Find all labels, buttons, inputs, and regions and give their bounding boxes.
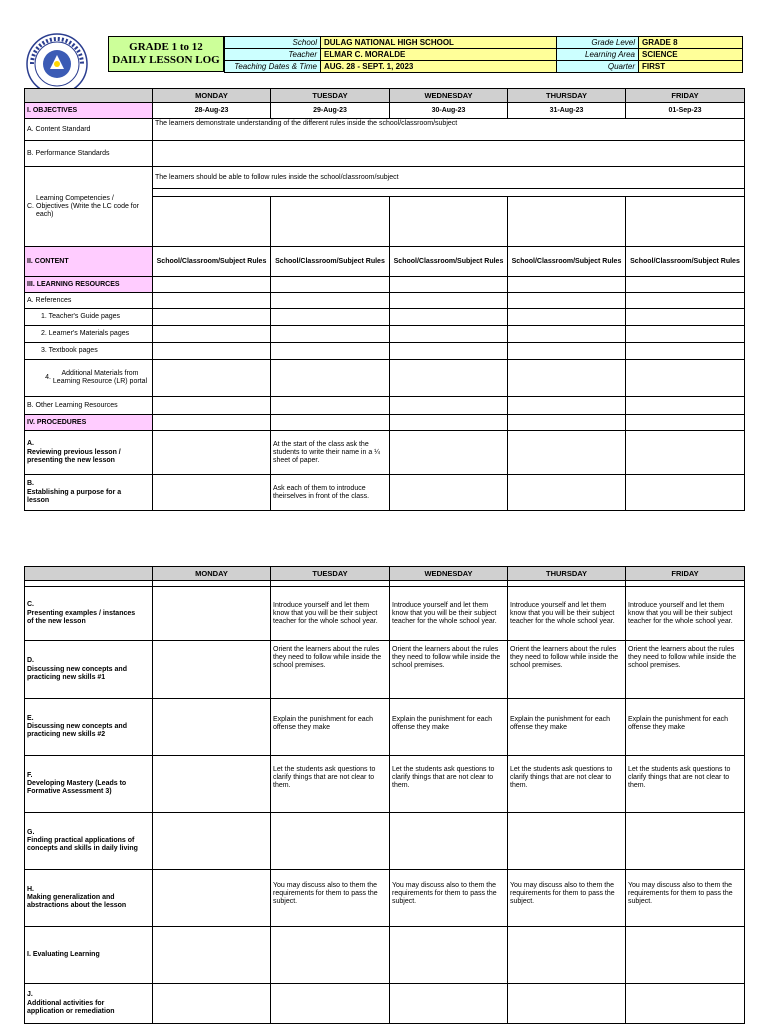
procedure-b-letter: B. [27,480,34,488]
procedure-e-monday [153,699,271,756]
day-monday-2: MONDAY [153,567,271,581]
procedure-f-tuesday: Let the students ask questions to clarify things that are not clear to them. [271,756,390,813]
performance-standards-row [25,141,745,167]
procedure-e-label-cell [25,699,153,756]
procedure-d-row [25,641,745,699]
header-info-table [224,36,743,73]
procedure-g-label: Finding practical applications of concepts and skills in daily living [27,837,138,853]
content-monday: School/Classroom/Subject Rules [153,247,271,277]
lesson-log-table-page1 [24,88,745,511]
procedure-h-letter: H. [27,885,34,893]
date-tuesday: 29-Aug-23 [271,103,390,119]
procedure-d-friday: Orient the learners about the rules they need to follow while inside the school premises. [626,641,745,699]
day-header-row [25,89,745,103]
content-standard-label: A. Content Standard [25,119,153,141]
procedure-b-label-cell [25,475,153,511]
procedure-h-row [25,870,745,927]
procedure-h-wednesday: You may discuss also to them the requirements for them to pass the subject. [390,870,508,927]
procedure-d-letter: D. [27,657,34,665]
procedure-f-monday [153,756,271,813]
procedure-e-wednesday: Explain the punishment for each offense they make [390,699,508,756]
competencies-label: Learning Competencies / Objectives (Write the LC code for each) [36,194,139,218]
additional-materials-label: Additional Materials from Learning Resource (LR) portal [52,370,148,385]
day-wednesday-2: WEDNESDAY [390,567,508,581]
procedure-d-wednesday: Orient the learners about the rules they need to follow while inside the school premises. [390,641,508,699]
procedure-c-label: Presenting examples / instances of the new lesson [27,609,136,625]
teachers-guide-label: 1. Teacher's Guide pages [25,309,153,326]
corner-cell [25,89,153,103]
other-resources-row [25,397,745,415]
procedure-f-wednesday: Let the students ask questions to clarify things that are not clear to them. [390,756,508,813]
teacher-value: ELMAR C. MORALDE [321,49,557,61]
procedure-c-row [25,587,745,641]
procedure-b-row [25,475,745,511]
additional-materials-row [25,360,745,397]
procedure-j-label-cell [25,984,153,1024]
procedure-b-tuesday: Ask each of them to introduce theirselves in front of the class. [271,475,390,511]
competencies-label-cell [25,167,153,247]
school-label: School [225,37,321,49]
content-heading: II. CONTENT [25,247,153,277]
date-friday: 01-Sep-23 [626,103,745,119]
learning-area-value: SCIENCE [639,49,743,61]
competencies-row-top [25,167,745,189]
procedure-e-thursday: Explain the punishment for each offense they make [508,699,626,756]
content-row [25,247,745,277]
procedure-g-letter: G. [27,828,35,836]
teachers-guide-row [25,309,745,326]
page-2 [0,563,768,1024]
objectives-heading: I. OBJECTIVES [25,103,153,119]
procedure-h-thursday: You may discuss also to them the requirements for them to pass the subject. [508,870,626,927]
competencies-letter: C. [27,202,34,210]
other-resources-label: B. Other Learning Resources [25,397,153,415]
procedure-g-label-cell [25,813,153,870]
corner-cell-2 [25,567,153,581]
references-row [25,293,745,309]
quarter-value: FIRST [639,61,743,73]
teacher-label: Teacher [225,49,321,61]
procedure-f-friday: Let the students ask questions to clarify things that are not clear to them. [626,756,745,813]
procedure-f-label: Developing Mastery (Leads to Formative Assessment 3) [27,780,127,796]
procedure-i-row [25,927,745,984]
procedure-d-thursday: Orient the learners about the rules they need to follow while inside the school premises. [508,641,626,699]
performance-standards-label: B. Performance Standards [25,141,153,167]
procedure-i-label: I. Evaluating Learning [25,927,153,984]
content-tuesday: School/Classroom/Subject Rules [271,247,390,277]
competencies-tuesday [271,197,390,247]
procedures-heading: IV. PROCEDURES [25,415,153,431]
content-standard-text: The learners demonstrate understanding of the different rules inside the school/classroom/subject [153,119,745,141]
learners-materials-row [25,326,745,343]
teaching-dates-value: AUG. 28 - SEPT. 1, 2023 [321,61,557,73]
grade-level-label: Grade Level [557,37,639,49]
textbook-label: 3. Textbook pages [25,343,153,360]
learners-materials-label: 2. Learner's Materials pages [25,326,153,343]
procedure-c-letter: C. [27,601,34,609]
procedure-c-thursday: Introduce yourself and let them know that you will be their subject teacher for the whole school year. [508,587,626,641]
day-wednesday: WEDNESDAY [390,89,508,103]
learning-area-label: Learning Area [557,49,639,61]
competencies-monday [153,197,271,247]
procedure-d-tuesday: Orient the learners about the rules they need to follow while inside the school premises. [271,641,390,699]
procedure-a-row [25,431,745,475]
additional-materials-cell [25,360,153,397]
procedure-j-letter: J. [27,991,33,999]
references-label: A. References [25,293,153,309]
procedure-f-letter: F. [27,771,33,779]
resources-heading: III. LEARNING RESOURCES [25,277,153,293]
procedure-h-tuesday: You may discuss also to them the requirements for them to pass the subject. [271,870,390,927]
form-title [108,36,224,72]
procedure-e-label: Discussing new concepts and practicing new skills #2 [27,723,127,739]
procedure-c-wednesday: Introduce yourself and let them know that you will be their subject teacher for the whole school year. [390,587,508,641]
form-title-line1: GRADE 1 to 12 [129,41,203,53]
procedure-e-tuesday: Explain the punishment for each offense they make [271,699,390,756]
procedure-f-row [25,756,745,813]
form-title-line2: DAILY LESSON LOG [112,54,220,66]
deped-seal-icon [26,33,88,95]
procedure-e-row [25,699,745,756]
procedure-c-friday: Introduce yourself and let them know that you will be their subject teacher for the whole school year. [626,587,745,641]
content-standard-row [25,119,745,141]
procedure-e-friday: Explain the punishment for each offense they make [626,699,745,756]
date-thursday: 31-Aug-23 [508,103,626,119]
performance-standards-text [153,141,745,167]
school-value: DULAG NATIONAL HIGH SCHOOL [321,37,557,49]
teaching-dates-label: Teaching Dates & Time [225,61,321,73]
procedure-h-label: Making generalization and abstractions about the lesson [27,894,127,910]
day-tuesday: TUESDAY [271,89,390,103]
date-wednesday: 30-Aug-23 [390,103,508,119]
procedure-h-label-cell [25,870,153,927]
day-friday: FRIDAY [626,89,745,103]
procedures-heading-row [25,415,745,431]
textbook-row [25,343,745,360]
date-monday: 28-Aug-23 [153,103,271,119]
procedure-d-label-cell [25,641,153,699]
additional-materials-num: 4. [45,374,51,381]
quarter-label: Quarter [557,61,639,73]
procedure-f-thursday: Let the students ask questions to clarify things that are not clear to them. [508,756,626,813]
procedure-j-row [25,984,745,1024]
procedure-a-label: Reviewing previous lesson / presenting the new lesson [27,448,121,464]
competencies-thursday [508,197,626,247]
procedure-f-label-cell [25,756,153,813]
competencies-wednesday [390,197,508,247]
content-thursday: School/Classroom/Subject Rules [508,247,626,277]
content-wednesday: School/Classroom/Subject Rules [390,247,508,277]
procedure-d-label: Discussing new concepts and practicing new skills #1 [27,665,127,681]
procedure-a-tuesday: At the start of the class ask the students to write their name in a ¼ sheet of paper. [271,431,390,475]
objectives-date-row [25,103,745,119]
lesson-log-table-page2 [24,566,745,1024]
day-friday-2: FRIDAY [626,567,745,581]
procedure-c-monday [153,587,271,641]
procedure-b-label: Establishing a purpose for a lesson [27,488,122,504]
procedure-a-label-cell [25,431,153,475]
day-header-row-2 [25,567,745,581]
content-friday: School/Classroom/Subject Rules [626,247,745,277]
procedure-g-row [25,813,745,870]
competencies-text: The learners should be able to follow rules inside the school/classroom/subject [153,167,745,189]
procedure-d-monday [153,641,271,699]
day-monday: MONDAY [153,89,271,103]
day-thursday: THURSDAY [508,89,626,103]
procedure-h-friday: You may discuss also to them the requirements for them to pass the subject. [626,870,745,927]
grade-level-value: GRADE 8 [639,37,743,49]
competencies-friday [626,197,745,247]
procedure-c-tuesday: Introduce yourself and let them know that you will be their subject teacher for the whole school year. [271,587,390,641]
procedure-h-monday [153,870,271,927]
procedure-c-label-cell [25,587,153,641]
competencies-spacer [153,189,745,197]
day-tuesday-2: TUESDAY [271,567,390,581]
day-thursday-2: THURSDAY [508,567,626,581]
procedure-a-letter: A. [27,440,34,448]
procedure-e-letter: E. [27,714,34,722]
procedure-j-label: Additional activities for application or remediation [27,999,115,1015]
resources-heading-row [25,277,745,293]
